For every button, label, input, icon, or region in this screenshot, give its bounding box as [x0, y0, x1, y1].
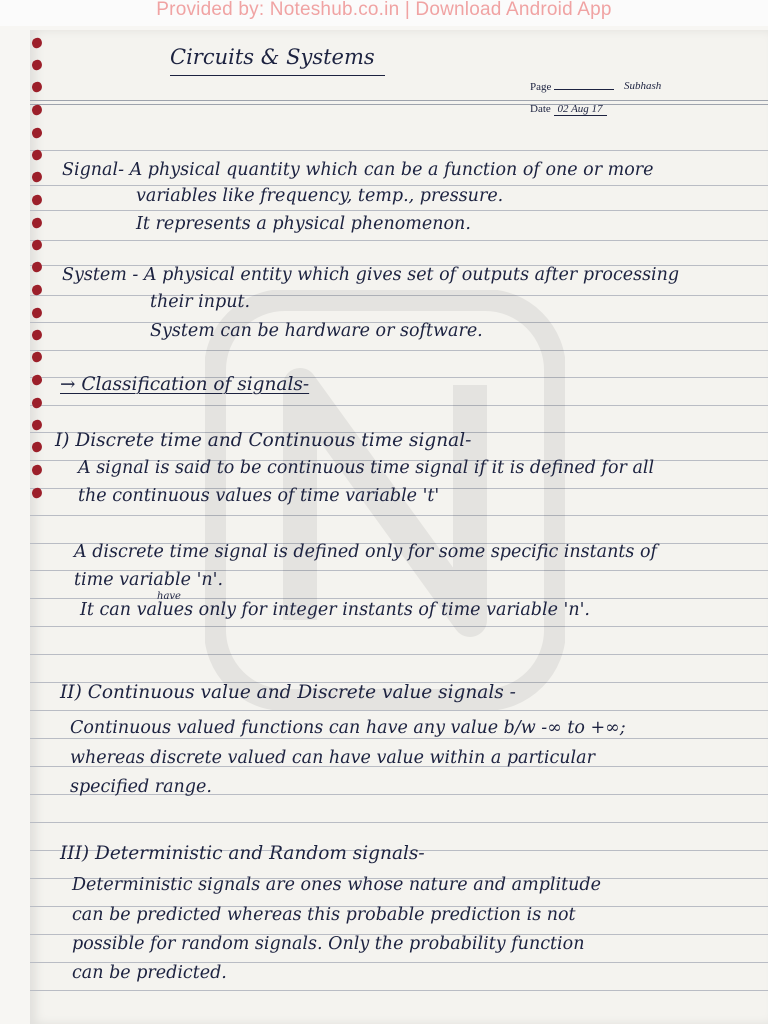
ruled-line	[30, 150, 768, 151]
note-line: time variable 'n'.	[74, 570, 224, 590]
binding-hole	[31, 464, 44, 477]
spiral-binding	[30, 30, 44, 1024]
subsection-heading: II) Continuous value and Discrete value signals -	[60, 682, 516, 703]
note-line: their input.	[150, 292, 251, 312]
note-line: specified range.	[70, 777, 212, 797]
binding-hole	[31, 127, 44, 140]
binding-hole	[31, 351, 44, 364]
binding-hole	[31, 217, 44, 230]
ruled-line	[30, 240, 768, 241]
ruled-line	[30, 990, 768, 991]
binding-hole	[31, 37, 44, 50]
note-line: variables like frequency, temp., pressure.	[136, 186, 504, 206]
note-line: System - A physical entity which gives set of outputs after processing	[62, 265, 680, 285]
note-line: Signal- A physical quantity which can be a function of one or more	[62, 160, 654, 180]
ruled-line	[30, 710, 768, 711]
note-line: It represents a physical phenomenon.	[136, 214, 471, 234]
binding-hole	[31, 149, 44, 162]
page-label: Page	[530, 81, 614, 93]
date-label: Date 02 Aug 17	[530, 103, 607, 115]
note-line: the continuous values of time variable 't'	[78, 486, 440, 506]
ruled-line	[30, 738, 768, 739]
date-value: 02 Aug 17	[554, 103, 607, 116]
binding-hole	[31, 397, 44, 410]
title-underline	[170, 75, 385, 76]
subsection-heading: III) Deterministic and Random signals-	[60, 843, 425, 864]
note-line: can be predicted whereas this probable prediction is not	[72, 905, 576, 925]
note-line: A signal is said to be continuous time signal if it is defined for all	[78, 458, 655, 478]
binding-hole	[31, 284, 44, 297]
signature: Subhash	[624, 80, 662, 92]
binding-hole	[31, 487, 44, 500]
binding-hole	[31, 441, 44, 454]
banner-text: Provided by: Noteshub.co.in | Download Android App	[156, 0, 612, 20]
subsection-heading: I) Discrete time and Continuous time signal-	[55, 430, 472, 451]
note-line: can be predicted.	[72, 963, 227, 983]
binding-hole	[31, 329, 44, 342]
binding-hole	[31, 419, 44, 432]
header-rule	[30, 100, 768, 105]
note-line: possible for random signals. Only the probability function	[72, 934, 585, 954]
note-line: whereas discrete valued can have value within a particular	[70, 748, 595, 768]
binding-hole	[31, 59, 44, 72]
binding-hole	[31, 374, 44, 387]
note-line: System can be hardware or software.	[150, 321, 483, 341]
note-line: It can values only for integer instants of time variable 'n'.	[80, 600, 590, 620]
page-title: Circuits & Systems	[170, 45, 375, 69]
binding-hole	[31, 81, 44, 94]
binding-hole	[31, 171, 44, 184]
binding-hole	[31, 239, 44, 252]
binding-hole	[31, 194, 44, 207]
binding-hole	[31, 261, 44, 274]
binding-hole	[31, 104, 44, 117]
ruled-line	[30, 822, 768, 823]
section-heading: → Classification of signals-	[60, 374, 310, 395]
binding-hole	[31, 307, 44, 320]
ruled-line	[30, 210, 768, 211]
download-banner	[0, 0, 768, 26]
note-line: A discrete time signal is defined only for some specific instants of	[74, 542, 657, 562]
inserted-word: have	[157, 591, 181, 602]
note-line: Deterministic signals are ones whose nature and amplitude	[72, 875, 601, 895]
note-line: Continuous valued functions can have any value b/w -∞ to +∞;	[70, 718, 626, 738]
